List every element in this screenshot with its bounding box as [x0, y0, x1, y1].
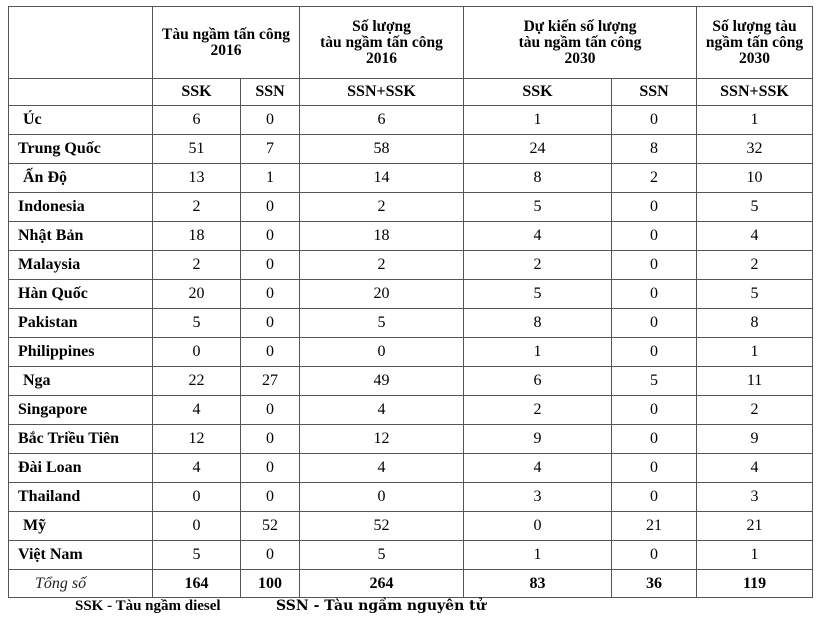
value-cell: 21 [612, 512, 697, 541]
value-cell: 4 [464, 454, 612, 483]
value-cell: 2 [464, 396, 612, 425]
value-cell: 5 [300, 541, 464, 570]
table-row [9, 309, 813, 338]
value-cell: 1 [464, 106, 612, 135]
value-cell: 0 [612, 396, 697, 425]
value-cell: 0 [241, 222, 300, 251]
value-cell: 21 [697, 512, 813, 541]
value-cell: 0 [612, 483, 697, 512]
value-cell: 1 [697, 541, 813, 570]
value-cell: 0 [612, 454, 697, 483]
value-cell: 27 [241, 367, 300, 396]
value-cell: 8 [697, 309, 813, 338]
total-cell: 164 [153, 570, 241, 598]
value-cell: 8 [612, 135, 697, 164]
value-cell: 8 [464, 309, 612, 338]
subheader-ssn-2030: SSN [612, 79, 697, 106]
value-cell: 0 [153, 483, 241, 512]
subheader-ssk-2016: SSK [153, 79, 241, 106]
header-projected-2030: Dự kiến số lượng tàu ngầm tấn công 2030 [464, 7, 697, 79]
value-cell: 0 [464, 512, 612, 541]
value-cell: 0 [300, 338, 464, 367]
value-cell: 3 [697, 483, 813, 512]
header-attack-subs-2016: Tàu ngầm tấn công 2016 [153, 7, 300, 79]
submarine-table-container [8, 6, 812, 598]
value-cell: 14 [300, 164, 464, 193]
value-cell: 2 [153, 193, 241, 222]
value-cell: 8 [464, 164, 612, 193]
value-cell: 0 [241, 193, 300, 222]
legend-ssn: SSN - Tàu ngầm nguyên tử [276, 598, 486, 614]
total-cell: 83 [464, 570, 612, 598]
corner-cell [9, 7, 153, 79]
table-body [9, 106, 813, 570]
country-name: Bắc Triều Tiên [9, 425, 153, 454]
value-cell: 0 [241, 338, 300, 367]
value-cell: 18 [300, 222, 464, 251]
value-cell: 0 [241, 106, 300, 135]
country-name: Indonesia [9, 193, 153, 222]
value-cell: 2 [697, 396, 813, 425]
value-cell: 7 [241, 135, 300, 164]
value-cell: 0 [241, 396, 300, 425]
country-name: Úc [9, 106, 153, 135]
table-row [9, 338, 813, 367]
legend-ssk: SSK - Tàu ngầm diesel [75, 598, 221, 614]
total-cell: 119 [697, 570, 813, 598]
table-row [9, 367, 813, 396]
country-name: Pakistan [9, 309, 153, 338]
value-cell: 0 [241, 454, 300, 483]
value-cell: 20 [153, 280, 241, 309]
table-row [9, 454, 813, 483]
table-row [9, 396, 813, 425]
value-cell: 5 [153, 309, 241, 338]
value-cell: 4 [153, 454, 241, 483]
value-cell: 5 [697, 193, 813, 222]
table-row [9, 106, 813, 135]
country-name: Thailand [9, 483, 153, 512]
subheader-ssk-2030: SSK [464, 79, 612, 106]
value-cell: 0 [612, 309, 697, 338]
value-cell: 20 [300, 280, 464, 309]
country-name: Trung Quốc [9, 135, 153, 164]
country-name: Đài Loan [9, 454, 153, 483]
value-cell: 4 [697, 222, 813, 251]
total-label: Tổng số [9, 570, 153, 598]
value-cell: 2 [300, 193, 464, 222]
value-cell: 0 [241, 541, 300, 570]
header-count-2016: Số lượng tàu ngầm tấn công 2016 [300, 7, 464, 79]
value-cell: 0 [153, 338, 241, 367]
value-cell: 1 [464, 338, 612, 367]
value-cell: 1 [241, 164, 300, 193]
value-cell: 52 [300, 512, 464, 541]
value-cell: 22 [153, 367, 241, 396]
value-cell: 0 [612, 222, 697, 251]
table-row [9, 222, 813, 251]
table-row [9, 425, 813, 454]
value-cell: 4 [464, 222, 612, 251]
legend [75, 598, 486, 615]
country-name: Singapore [9, 396, 153, 425]
value-cell: 0 [612, 338, 697, 367]
value-cell: 6 [300, 106, 464, 135]
country-name: Ấn Độ [9, 164, 153, 193]
value-cell: 10 [697, 164, 813, 193]
value-cell: 51 [153, 135, 241, 164]
value-cell: 2 [153, 251, 241, 280]
value-cell: 9 [697, 425, 813, 454]
value-cell: 4 [697, 454, 813, 483]
value-cell: 32 [697, 135, 813, 164]
subheader-total-2016: SSN+SSK [300, 79, 464, 106]
country-name: Malaysia [9, 251, 153, 280]
country-name: Nhật Bản [9, 222, 153, 251]
subheader-blank [9, 79, 153, 106]
value-cell: 1 [697, 106, 813, 135]
value-cell: 5 [153, 541, 241, 570]
table-row [9, 135, 813, 164]
total-cell: 36 [612, 570, 697, 598]
subheader-row [9, 79, 813, 106]
value-cell: 4 [300, 454, 464, 483]
value-cell: 5 [697, 280, 813, 309]
value-cell: 2 [697, 251, 813, 280]
country-name: Nga [9, 367, 153, 396]
table-row [9, 251, 813, 280]
value-cell: 0 [241, 425, 300, 454]
country-name: Philippines [9, 338, 153, 367]
value-cell: 5 [464, 193, 612, 222]
submarine-table [8, 6, 813, 598]
value-cell: 58 [300, 135, 464, 164]
country-name: Mỹ [9, 512, 153, 541]
table-row [9, 541, 813, 570]
value-cell: 0 [612, 541, 697, 570]
table-row [9, 164, 813, 193]
value-cell: 5 [464, 280, 612, 309]
value-cell: 13 [153, 164, 241, 193]
value-cell: 6 [153, 106, 241, 135]
value-cell: 2 [464, 251, 612, 280]
value-cell: 0 [241, 483, 300, 512]
value-cell: 0 [612, 251, 697, 280]
value-cell: 24 [464, 135, 612, 164]
table-row [9, 512, 813, 541]
value-cell: 1 [697, 338, 813, 367]
value-cell: 11 [697, 367, 813, 396]
value-cell: 9 [464, 425, 612, 454]
country-name: Việt Nam [9, 541, 153, 570]
value-cell: 5 [300, 309, 464, 338]
subheader-total-2030: SSN+SSK [697, 79, 813, 106]
total-cell: 100 [241, 570, 300, 598]
value-cell: 2 [300, 251, 464, 280]
value-cell: 0 [300, 483, 464, 512]
value-cell: 0 [612, 280, 697, 309]
value-cell: 52 [241, 512, 300, 541]
header-row [9, 7, 813, 79]
value-cell: 0 [241, 309, 300, 338]
table-row [9, 280, 813, 309]
value-cell: 4 [153, 396, 241, 425]
value-cell: 0 [241, 280, 300, 309]
subheader-ssn-2016: SSN [241, 79, 300, 106]
value-cell: 5 [612, 367, 697, 396]
value-cell: 0 [612, 193, 697, 222]
header-count-2030: Số lượng tàu ngầm tấn công 2030 [697, 7, 813, 79]
value-cell: 12 [153, 425, 241, 454]
value-cell: 0 [612, 106, 697, 135]
value-cell: 0 [612, 425, 697, 454]
table-row [9, 193, 813, 222]
value-cell: 2 [612, 164, 697, 193]
country-name: Hàn Quốc [9, 280, 153, 309]
value-cell: 0 [153, 512, 241, 541]
table-row [9, 483, 813, 512]
value-cell: 12 [300, 425, 464, 454]
value-cell: 49 [300, 367, 464, 396]
total-row [9, 570, 813, 598]
value-cell: 3 [464, 483, 612, 512]
value-cell: 18 [153, 222, 241, 251]
total-cell: 264 [300, 570, 464, 598]
value-cell: 4 [300, 396, 464, 425]
value-cell: 6 [464, 367, 612, 396]
value-cell: 0 [241, 251, 300, 280]
value-cell: 1 [464, 541, 612, 570]
